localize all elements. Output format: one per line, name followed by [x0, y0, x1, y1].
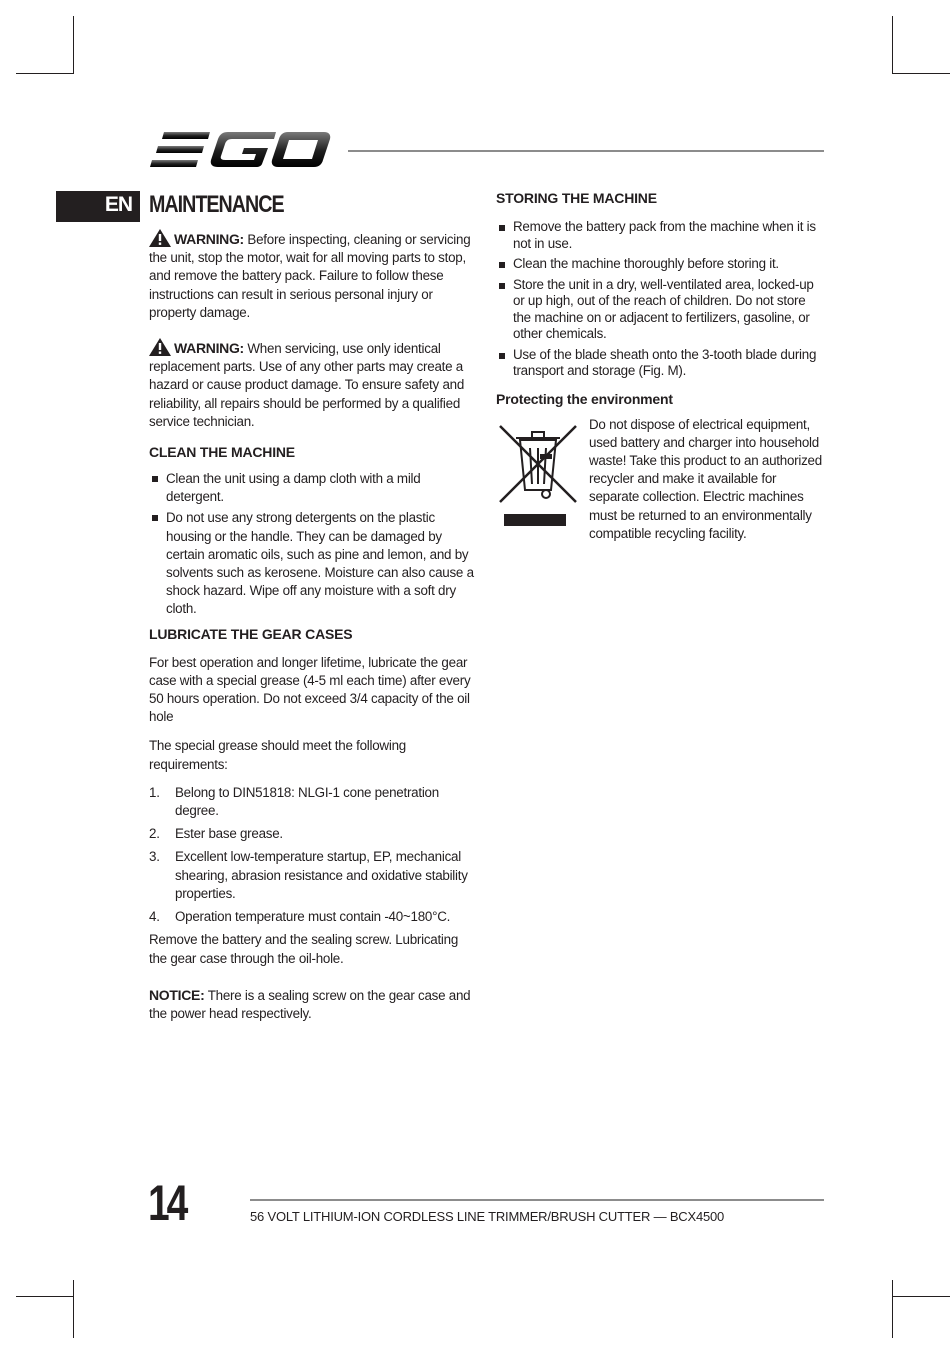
item-text: Excellent low-temperature startup, EP, mechanical shearing, abrasion resistance and oxidative stability properties.	[175, 849, 468, 901]
page-number: 14	[148, 1175, 186, 1231]
crossed-out-wheelie-bin-icon	[498, 418, 578, 530]
environment-block	[496, 416, 826, 546]
crop-mark	[892, 1280, 893, 1338]
footer-rule	[250, 1199, 824, 1201]
warning-text: When servicing, use only identical replacement parts. Use of any other parts may create a hazard or cause product damage. To ensure safety and reliability, all repairs should be performed by a qualified service technician.	[149, 341, 465, 429]
ego-logo	[148, 128, 332, 172]
language-tab	[56, 191, 140, 222]
warning-text: Before inspecting, cleaning or servicing the unit, stop the motor, wait for all moving parts to stop, and remove the battery pack. Failure to follow these instructions can result in serious personal injury or property damage.	[149, 232, 471, 320]
language-label: EN	[104, 193, 132, 216]
lubricate-closing: Remove the battery and the sealing screw. Lubricating the gear case through the oil-hole.	[149, 932, 459, 966]
item-number: 2.	[149, 826, 160, 842]
list-item: Remove the battery pack from the machine when it is not in use.	[496, 219, 826, 252]
item-number: 4.	[149, 909, 160, 925]
warning-paragraph	[149, 229, 479, 322]
warning-label: WARNING:	[174, 231, 244, 247]
footer-product-line: 56 VOLT LITHIUM-ION CORDLESS LINE TRIMMER/BRUSH CUTTER — BCX4500	[250, 1209, 725, 1224]
maintenance-heading: MAINTENANCE	[149, 191, 284, 218]
warning-triangle-icon	[149, 338, 171, 356]
warning-paragraph	[149, 338, 479, 431]
clean-machine-heading: CLEAN THE MACHINE	[149, 444, 295, 461]
crop-mark	[892, 1296, 950, 1297]
notice-paragraph	[149, 986, 479, 1023]
item-text: Ester base grease.	[175, 826, 283, 842]
list-item	[149, 848, 479, 903]
list-item	[149, 825, 479, 843]
left-column	[149, 190, 479, 1023]
storing-heading: STORING THE MACHINE	[496, 190, 657, 206]
warning-triangle-icon	[149, 229, 171, 247]
crop-mark	[73, 1280, 74, 1338]
list-item: Use of the blade sheath onto the 3-tooth blade during transport and storage (Fig. M).	[496, 347, 826, 380]
crop-mark	[73, 16, 74, 74]
lubricate-heading: LUBRICATE THE GEAR CASES	[149, 625, 353, 642]
environment-text: Do not dispose of electrical equipment, used battery and charger into household waste! Take this product to an authorized recycler and make it available for separate collection. Electric machines must be returned to an environmentally compatible recycling facility.	[589, 416, 822, 541]
list-item: Do not use any strong detergents on the plastic housing or the handle. They can be damaged by certain aromatic oils, such as pine and lemon, and by solvents such as kerosene. Moisture can also cause a shock hazard. Wipe off any moisture with a soft dry cloth.	[149, 509, 479, 618]
list-item: Clean the unit using a damp cloth with a mild detergent.	[149, 470, 479, 506]
notice-label: NOTICE:	[149, 986, 205, 1003]
requirements-list	[149, 784, 479, 926]
crop-mark	[16, 1296, 74, 1297]
header-rule	[348, 150, 824, 152]
crop-mark	[892, 16, 893, 74]
crop-mark	[892, 73, 950, 74]
list-item	[149, 908, 479, 926]
right-column	[496, 189, 826, 546]
list-item: Clean the machine thoroughly before storing it.	[496, 256, 826, 273]
requirements-intro: The special grease should meet the following requirements:	[149, 738, 406, 772]
item-text: Belong to DIN51818: NLGI-1 cone penetration degree.	[175, 784, 439, 819]
crop-mark	[16, 73, 74, 74]
item-text: Operation temperature must contain -40~180°C.	[175, 909, 451, 925]
item-number: 3.	[149, 849, 160, 865]
item-number: 1.	[149, 784, 160, 800]
notice-text: There is a sealing screw on the gear case and the power head respectively.	[149, 987, 471, 1021]
list-item	[149, 784, 479, 820]
environment-heading: Protecting the environment	[496, 390, 673, 407]
lubricate-intro: For best operation and longer lifetime, lubricate the gear case with a special grease (4-5 ml each time) after every 50 hours operation. Do not exceed 3/4 capacity of the oil hole	[149, 654, 471, 725]
storing-list	[496, 219, 826, 380]
list-item: Store the unit in a dry, well-ventilated area, locked-up or up high, out of the reach of children. Do not store the machine on or adjacent to fertilizers, gasoline, or other chemicals.	[496, 277, 826, 343]
warning-label: WARNING:	[174, 340, 244, 357]
clean-machine-list	[149, 470, 479, 619]
